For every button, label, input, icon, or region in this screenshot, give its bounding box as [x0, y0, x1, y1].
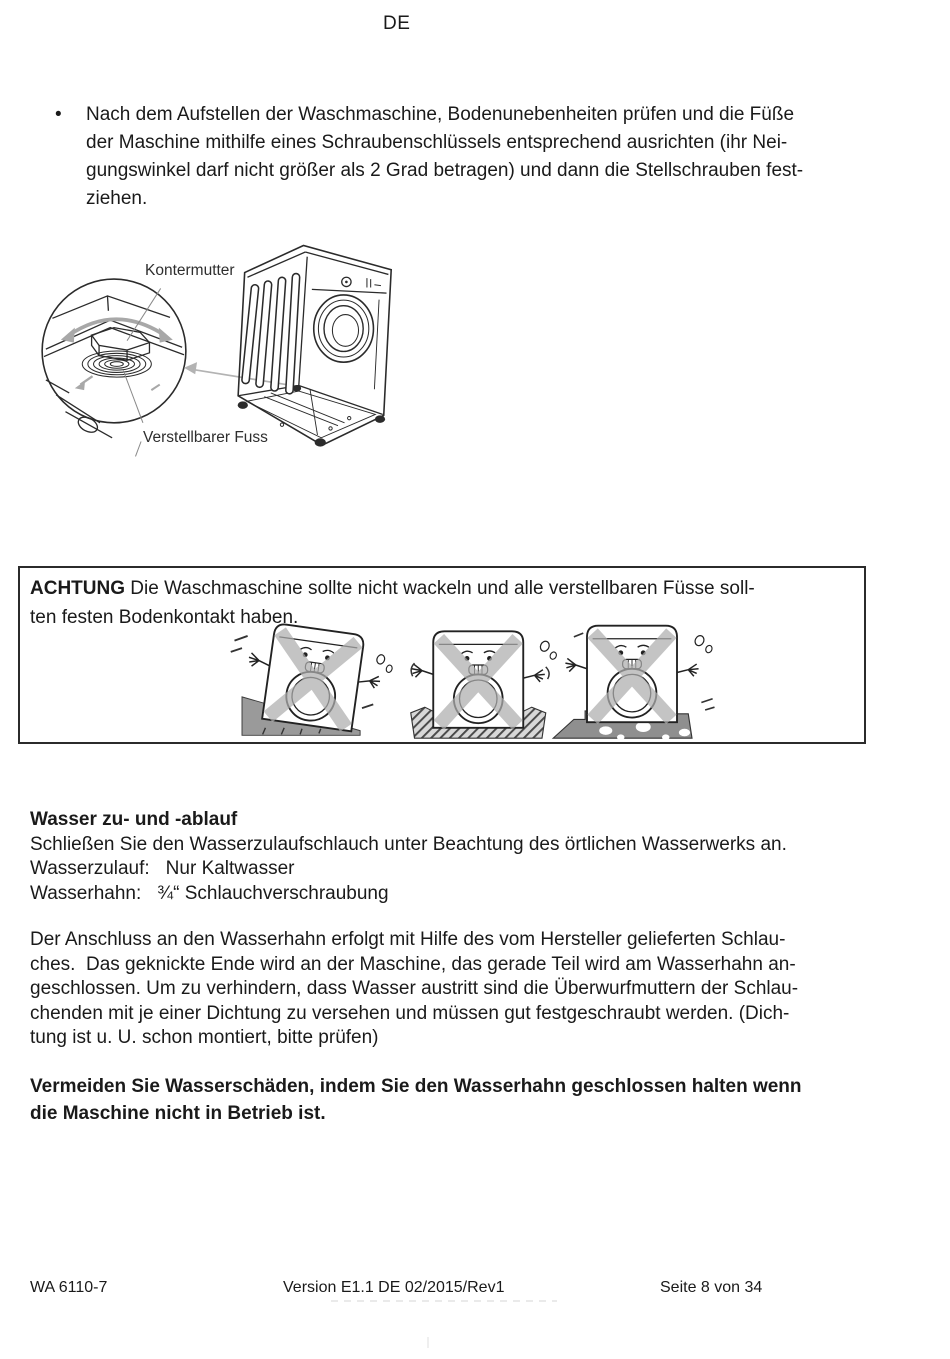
paragraph-line: chenden mit je einer Dichtung zu versehen und müssen gut festgeschraubt werden. (Dich-	[30, 1002, 790, 1024]
adjustable-foot-label: Verstellbarer Fuss	[143, 429, 268, 446]
water-tap-line	[30, 882, 787, 907]
adjustable-foot-ribs	[82, 351, 151, 377]
scan-artifact	[427, 1337, 429, 1348]
uneven-floor-cartoons	[202, 620, 762, 740]
paragraph-line: Nach dem Aufstellen der Waschmaschine, Bodenunebenheiten prüfen und die Füße	[86, 104, 795, 125]
paragraph-line: ches. Das geknickte Ende wird an der Maschine, das gerade Teil wird am Wasserhahn an-	[30, 953, 796, 975]
water-inlet-line	[30, 857, 787, 882]
cartoon-bumpy-floor	[553, 626, 714, 740]
paragraph-line: tung ist u. U. schon montiert, bitte prüfen)	[30, 1027, 379, 1049]
installation-bullet-paragraph	[86, 101, 803, 213]
cartoon-slope	[231, 620, 393, 735]
water-tap-value: ¾“ Schlauchverschraubung	[157, 882, 389, 904]
detail-circle-drawing	[42, 279, 186, 438]
cartoon-concave-floor	[411, 631, 558, 738]
attention-box	[18, 566, 866, 744]
water-damage-note	[30, 1073, 802, 1127]
scan-artifact	[331, 1300, 557, 1302]
paragraph-line: die Maschine nicht in Betrieb ist.	[30, 1103, 326, 1124]
water-intro-line: Schließen Sie den Wasserzulaufschlauch unter Beachtung des örtlichen Wasserwerks an.	[30, 833, 787, 855]
washing-machine-drawing	[238, 246, 392, 447]
water-section	[30, 808, 787, 906]
attention-title: ACHTUNG	[30, 578, 125, 599]
water-section-heading: Wasser zu- und -ablauf	[30, 809, 238, 830]
page-language-header: DE	[383, 13, 411, 34]
control-panel	[312, 277, 387, 293]
water-inlet-value: Nur Kaltwasser	[165, 858, 295, 879]
footer-version: Version E1.1 DE 02/2015/Rev1	[283, 1279, 505, 1296]
side-panel-slots	[246, 277, 296, 390]
water-tap-label: Wasserhahn:	[30, 882, 142, 904]
paragraph-line: Der Anschluss an den Wasserhahn erfolgt mit Hilfe des vom Hersteller gelieferten Schlau-	[30, 929, 786, 950]
bullet-marker: •	[55, 104, 62, 125]
paragraph-line: Vermeiden Sie Wasserschäden, indem Sie den Wasserhahn geschlossen halten wenn	[30, 1076, 802, 1097]
paragraph-line: geschlossen. Um zu verhindern, dass Wasser austritt sind die Überwurfmuttern der Schlau-	[30, 978, 799, 1000]
hose-connection-paragraph	[30, 928, 798, 1051]
magnifier-leader-line	[184, 362, 298, 386]
attention-line: ten festen Bodenkontakt haben.	[30, 607, 299, 628]
footer-page-indicator: Seite 8 von 34	[660, 1279, 763, 1296]
water-inlet-label: Wasserzulauf:	[30, 858, 150, 879]
paragraph-line: der Maschine mithilfe eines Schraubenschlüssels entsprechend ausrichten (ihr Nei-	[86, 132, 788, 153]
attention-line	[30, 574, 755, 603]
locknut-label: Kontermutter	[145, 262, 235, 279]
attention-line-rest: Die Waschmaschine sollte nicht wackeln und alle verstellbaren Füsse soll-	[125, 578, 755, 599]
porthole-door	[314, 295, 379, 389]
footer-model-number: WA 6110-7	[30, 1279, 108, 1296]
paragraph-line: gungswinkel darf nicht größer als 2 Grad betragen) und dann die Stellschrauben fest-	[86, 160, 804, 181]
paragraph-line: ziehen.	[86, 188, 148, 209]
